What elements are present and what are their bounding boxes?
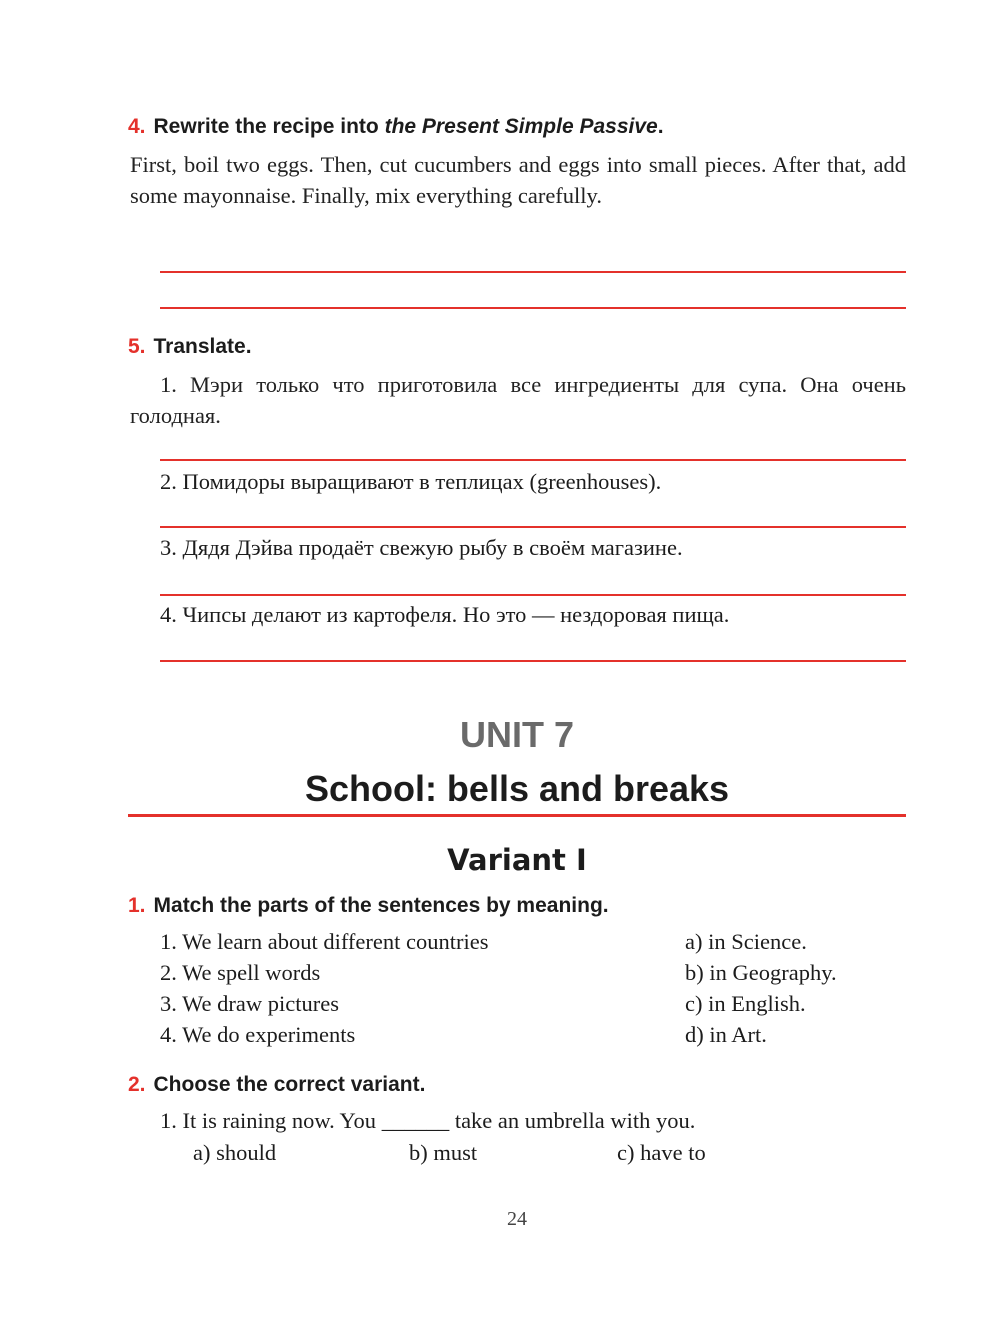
match-left-4: 4. We do experiments: [160, 1022, 356, 1047]
match-right-a: a) in Science.: [685, 929, 807, 954]
answer-line[interactable]: [160, 526, 906, 528]
task-5-number: 5.: [128, 335, 146, 358]
variant-task-2-instruction: Choose the correct variant.: [153, 1073, 426, 1096]
unit-label: UNIT 7: [459, 714, 574, 755]
task-4-recipe-text: First, boil two eggs. Then, cut cucumbers and eggs into small pieces. After that, add some mayonnaise. Finally, mix everything carefully.: [130, 152, 906, 208]
match-left-3: 3. We draw pictures: [160, 991, 339, 1016]
variant-task-2-number: 2.: [128, 1073, 146, 1096]
variant-task-1-instruction: Match the parts of the sentences by meaning.: [153, 894, 609, 917]
answer-line[interactable]: [160, 660, 906, 662]
variant-task-1-heading: [128, 894, 609, 918]
match-right-c: c) in English.: [685, 991, 806, 1016]
option-c[interactable]: c) have to: [617, 1140, 706, 1165]
unit-title: School: bells and breaks: [304, 768, 730, 809]
question-1-end: take an umbrella with you.: [454, 1108, 696, 1133]
answer-line[interactable]: [160, 459, 906, 461]
answer-line[interactable]: [160, 307, 906, 309]
page-number: 24: [507, 1208, 527, 1230]
question-1-start: 1. It is raining now. You: [160, 1108, 377, 1133]
task-4-number: 4.: [128, 115, 146, 138]
variant-task-2-heading: [128, 1073, 425, 1097]
translate-item-4: 4. Чипсы делают из картофеля. Но это — нездоровая пища.: [160, 602, 730, 627]
translate-item-3: 3. Дядя Дэйва продаёт свежую рыбу в своём магазине.: [160, 535, 683, 560]
match-right-b: b) in Geography.: [685, 960, 837, 985]
task-5-instruction: Translate.: [153, 335, 252, 358]
answer-line[interactable]: [160, 271, 906, 273]
title-divider: [128, 814, 906, 817]
translate-item-2: 2. Помидоры выращивают в теплицах (greenhouses).: [160, 469, 662, 494]
option-a[interactable]: a) should: [193, 1140, 277, 1165]
option-b[interactable]: b) must: [409, 1140, 478, 1165]
match-left-1: 1. We learn about different countries: [160, 929, 489, 954]
task-4-instruction: Rewrite the recipe into the Present Simple Passive.: [153, 115, 664, 138]
task-4-heading: [128, 115, 664, 139]
translate-item-1: 1. Мэри только что приготовила все ингредиенты для супа. Она очень голодная.: [130, 372, 906, 428]
variant-heading: Variant I: [447, 843, 587, 877]
match-right-d: d) in Art.: [685, 1022, 767, 1047]
match-left-2: 2. We spell words: [160, 960, 321, 985]
question-1: [160, 1108, 695, 1134]
variant-task-1-number: 1.: [128, 894, 146, 917]
answer-line[interactable]: [160, 594, 906, 596]
task-5-heading: [128, 335, 252, 359]
question-1-blank[interactable]: ______: [381, 1108, 450, 1133]
